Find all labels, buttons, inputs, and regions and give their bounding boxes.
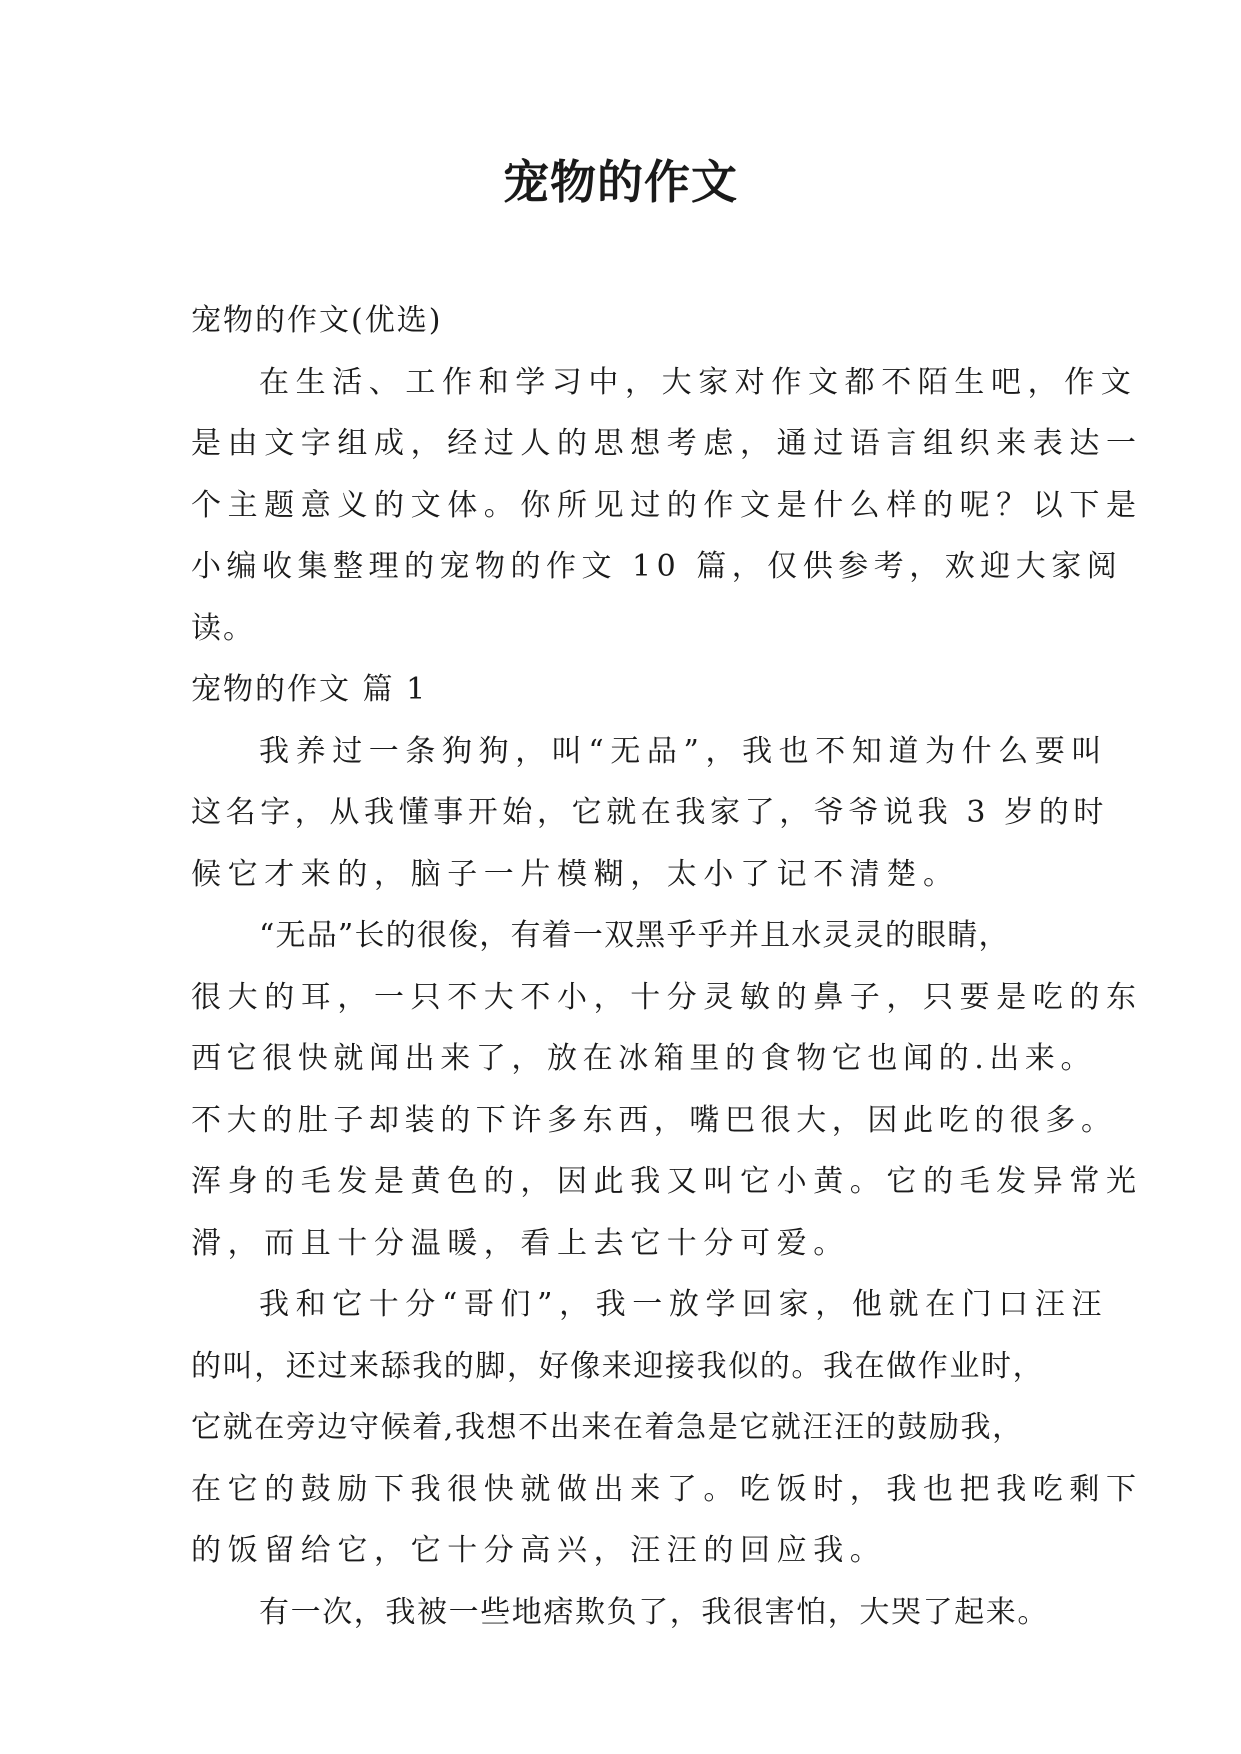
- text-line: 候它才来的，脑子一片模糊，太小了记不清楚。: [191, 856, 960, 892]
- text-line: 读。: [191, 610, 255, 646]
- text-line: 滑，而且十分温暖，看上去它十分可爱。: [191, 1225, 850, 1261]
- text-line: 的叫，还过来舔我的脚，好像来迎接我似的。我在做作业时，: [191, 1348, 1045, 1384]
- document-body: [191, 290, 1143, 1643]
- text-line: 宠物的作文(优选): [191, 303, 443, 338]
- text-line: 是由文字组成，经过人的思想考虑，通过语言组织来表达一: [191, 426, 1143, 461]
- text-line: 个主题意义的文体。你所见过的作文是什么样的呢？以下是: [191, 487, 1143, 523]
- text-line: 宠物的作文 篇 1: [191, 672, 428, 707]
- text-line: “无品”长的很俊，有着一双黑乎乎并且水灵灵的眼睛，: [259, 918, 1010, 953]
- text-line: 在它的鼓励下我很快就做出来了。吃饭时，我也把我吃剩下: [191, 1471, 1143, 1507]
- text-line: 它就在旁边守候着,我想不出来在着急是它就汪汪的鼓励我，: [191, 1410, 1024, 1445]
- text-line: 我养过一条狗狗，叫“无品”，我也不知道为什么要叫: [259, 733, 1109, 769]
- text-line: 我和它十分“哥们”，我一放学回家，他就在门口汪汪: [259, 1287, 1109, 1322]
- text-line: 很大的耳，一只不大不小，十分灵敏的鼻子，只要是吃的东: [191, 979, 1143, 1015]
- text-line: 这名字，从我懂事开始，它就在我家了，爷爷说我 3 岁的时: [191, 795, 1108, 830]
- text-line: 浑身的毛发是黄色的，因此我又叫它小黄。它的毛发异常光: [191, 1164, 1143, 1199]
- document-title: 宠物的作文: [503, 155, 738, 209]
- text-line: 有一次，我被一些地痞欺负了，我很害怕，大哭了起来。: [259, 1594, 1049, 1630]
- text-line: 西它很快就闻出来了，放在冰箱里的食物它也闻的.出来。: [191, 1041, 1097, 1076]
- text-line: 的饭留给它，它十分高兴，汪汪的回应我。: [191, 1533, 887, 1568]
- text-line: 不大的肚子却装的下许多东西，嘴巴很大，因此吃的很多。: [191, 1102, 1117, 1138]
- text-line: 在生活、工作和学习中，大家对作文都不陌生吧，作文: [259, 364, 1138, 400]
- text-line: 小编收集整理的宠物的作文 10 篇，仅供参考，欢迎大家阅: [191, 549, 1123, 584]
